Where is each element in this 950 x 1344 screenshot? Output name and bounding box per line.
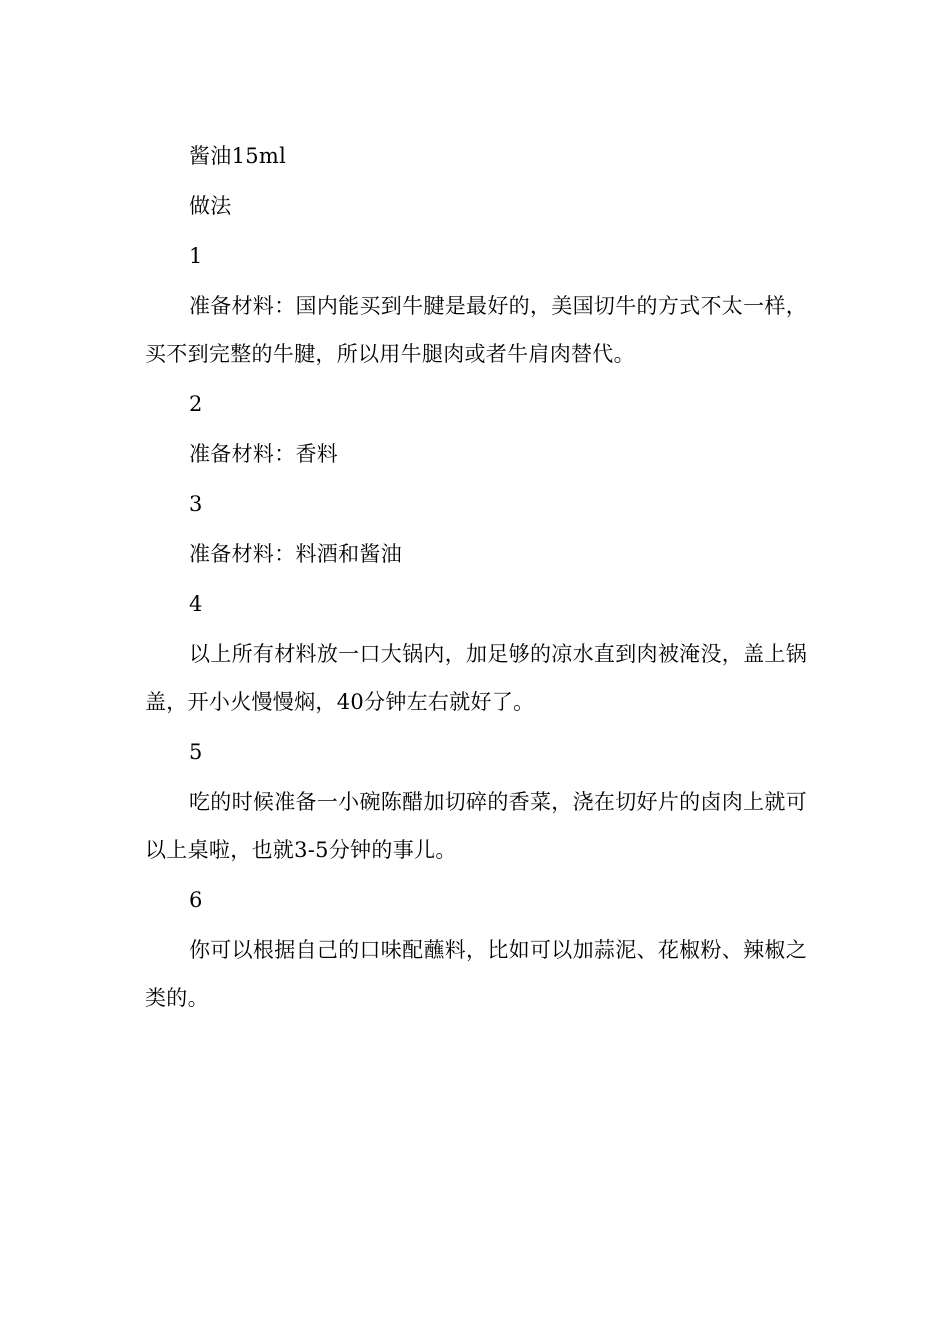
step-text-6: 你可以根据自己的口味配蘸料，比如可以加蒜泥、花椒粉、辣椒之类的。: [145, 938, 807, 1010]
step-number-3: 3: [189, 492, 203, 516]
step-text-3: 准备材料：料酒和酱油: [189, 542, 402, 566]
step-number-1: 1: [189, 244, 203, 268]
step-text-1: 准备材料：国内能买到牛腱是最好的，美国切牛的方式不太一样，买不到完整的牛腱，所以用牛腿肉或者牛肩肉替代。: [145, 294, 807, 366]
step-number-4: 4: [189, 592, 203, 616]
step-number-2: 2: [189, 392, 203, 416]
step-text-5: 吃的时候准备一小碗陈醋加切碎的香菜，浇在切好片的卤肉上就可以上桌啦，也就3-5分钟的事儿。: [145, 790, 807, 862]
step-number-6: 6: [189, 888, 203, 912]
method-heading: 做法: [189, 194, 232, 218]
document-body: [145, 132, 807, 1024]
step-number-5: 5: [189, 740, 203, 764]
ingredient-soy-sauce: 酱油15ml: [189, 144, 287, 168]
step-text-4: 以上所有材料放一口大锅内，加足够的凉水直到肉被淹没，盖上锅盖，开小火慢慢焖，40分钟左右就好了。: [145, 642, 807, 714]
step-text-2: 准备材料：香料: [189, 442, 339, 466]
